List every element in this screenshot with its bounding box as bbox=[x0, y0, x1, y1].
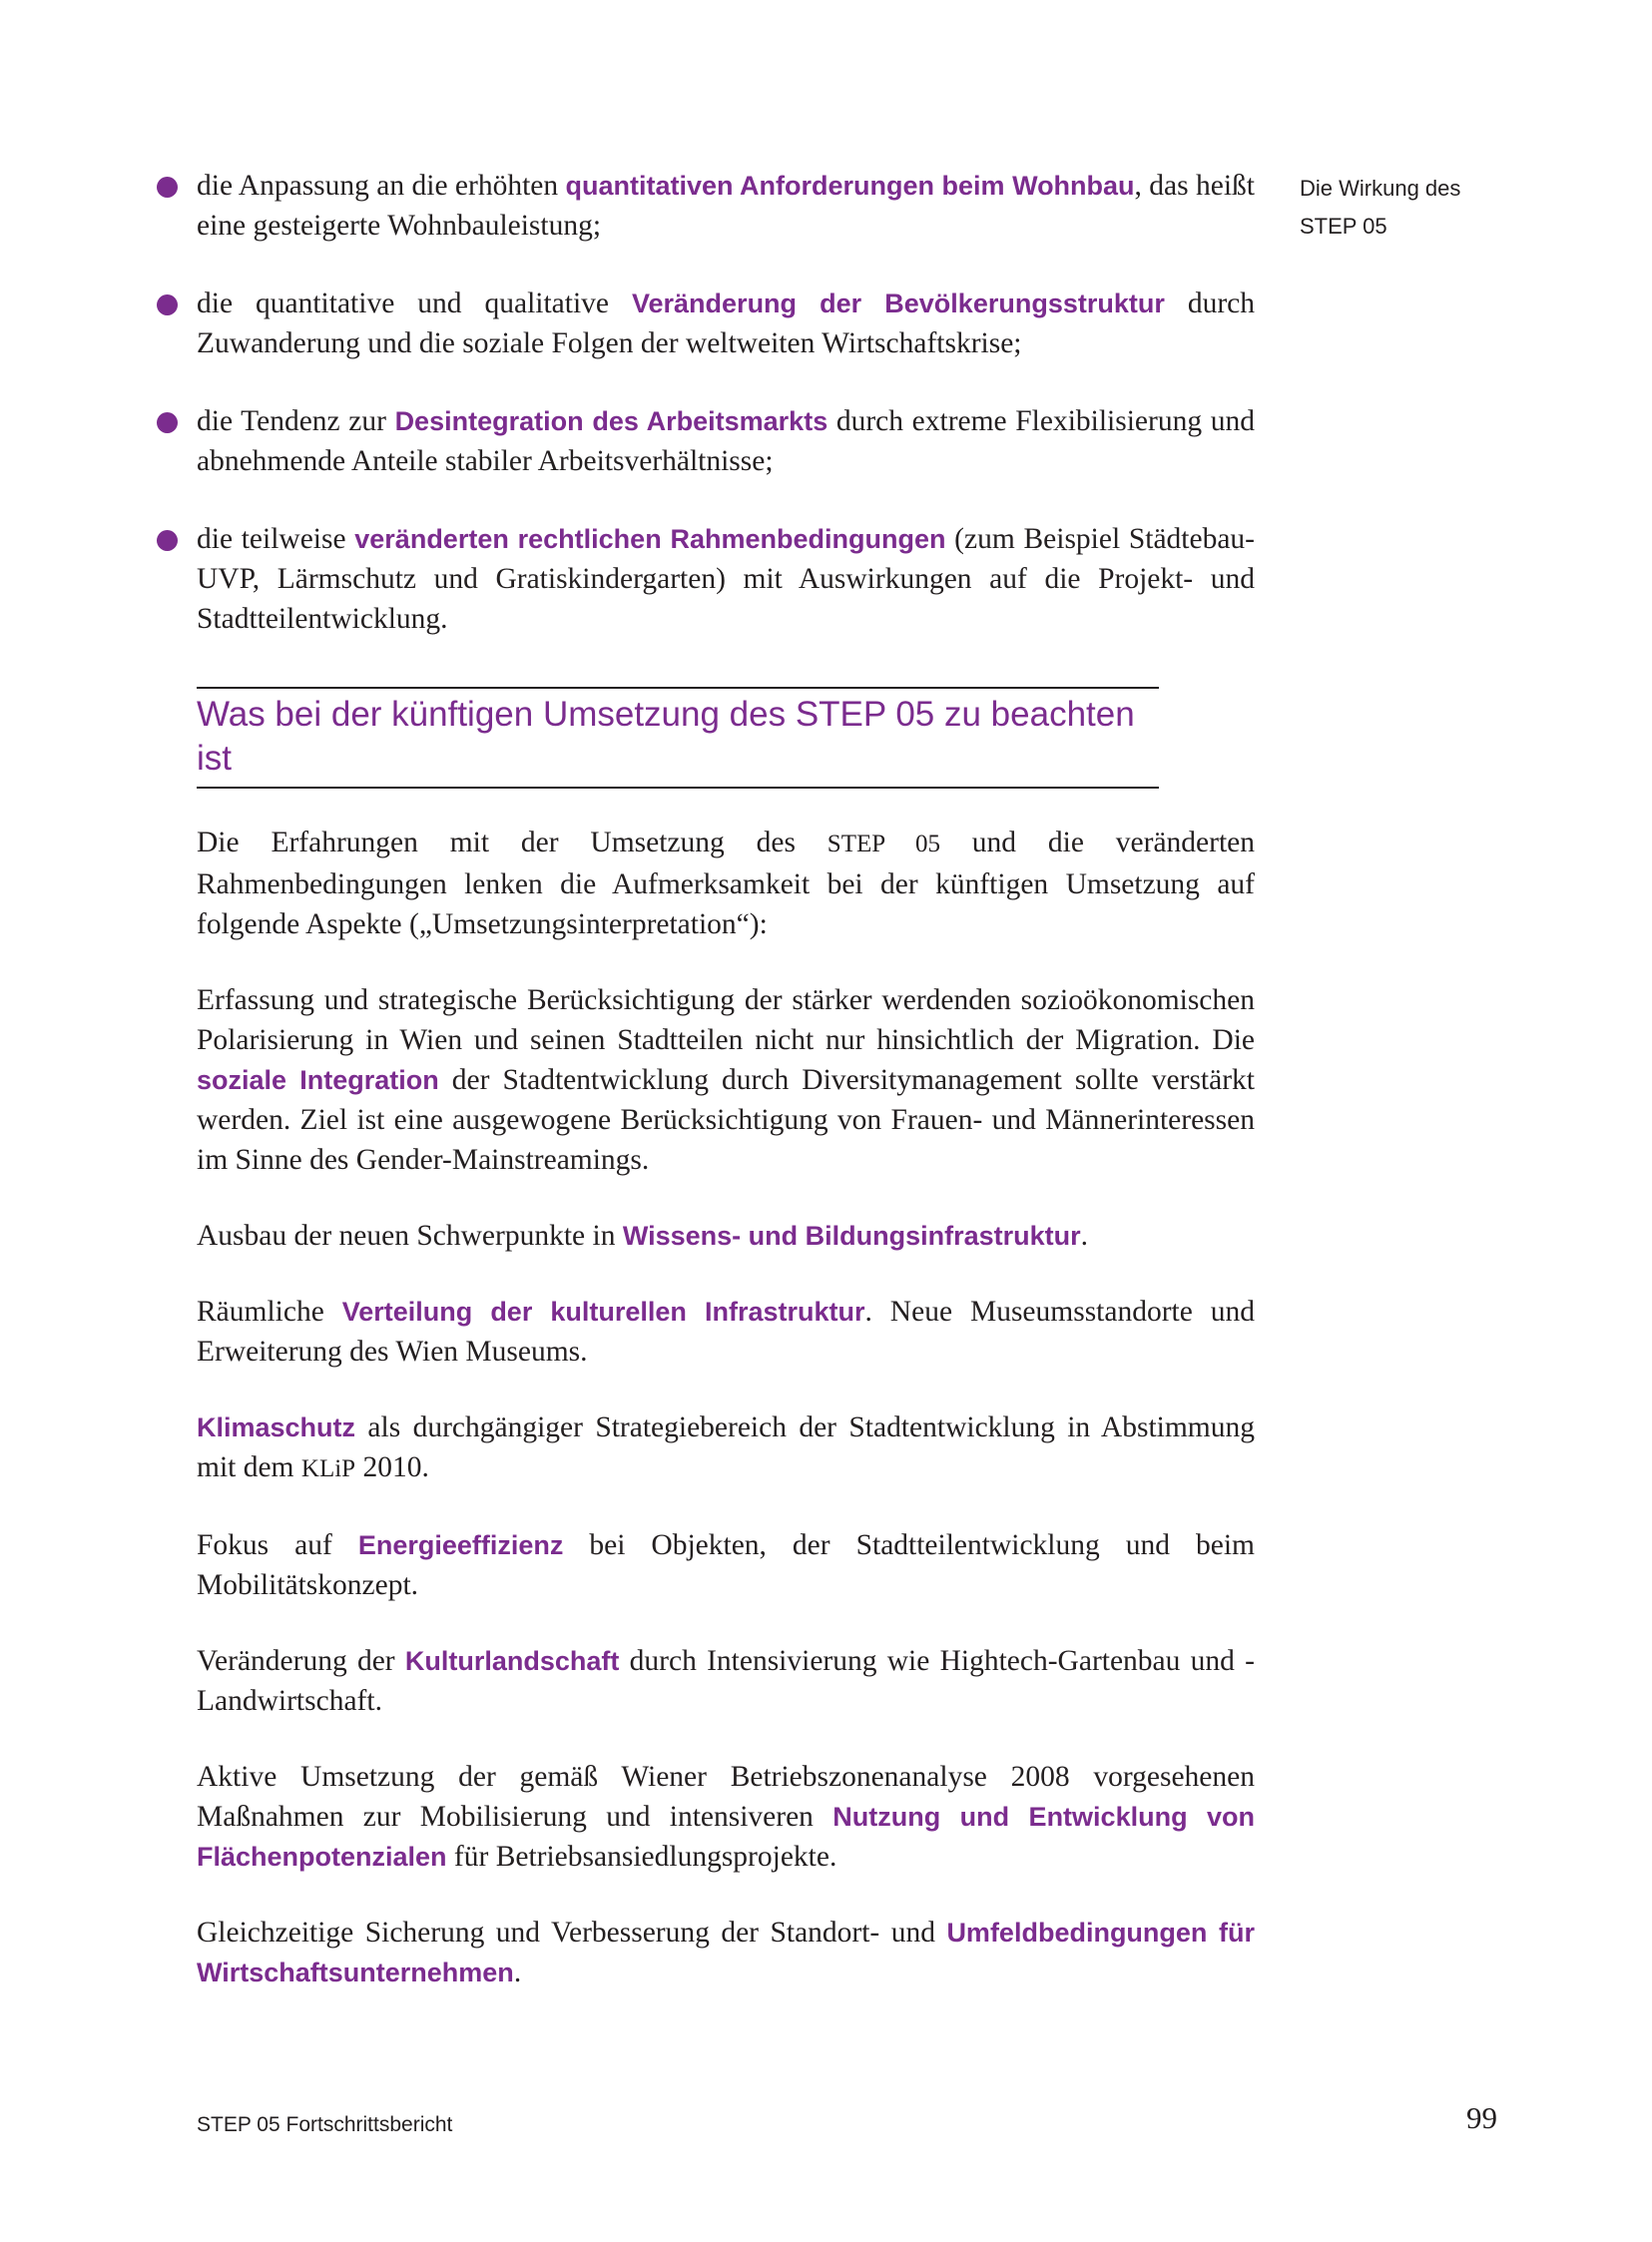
paragraph-social-integration bbox=[197, 980, 1255, 1180]
footer-title: STEP 05 Fortschrittsbericht bbox=[197, 2113, 453, 2136]
abbreviation: STEP 05 bbox=[826, 831, 940, 857]
paragraph-business-conditions bbox=[197, 1913, 1255, 1992]
bullet-text: die Tendenz zur bbox=[197, 405, 395, 437]
paragraph-text: Die Erfahrungen mit der Umsetzung des bbox=[197, 827, 827, 858]
section-heading-box bbox=[197, 687, 1159, 789]
highlight: Desintegration des Arbeitsmarkts bbox=[394, 406, 828, 436]
intro-paragraph bbox=[197, 823, 1255, 944]
bullet-text: , das heißt eine gesteigerte Wohnbauleistung; bbox=[197, 170, 1255, 242]
bullet-item bbox=[197, 283, 1255, 363]
paragraph-text: Aktive Umsetzung der gemäß Wiener Betriebszonenanalyse 2008 vorgesehenen Maßnahmen zur Mobilisierung und intensiveren bbox=[197, 1761, 1255, 1833]
paragraph-text: Fokus auf bbox=[197, 1529, 358, 1561]
bullet-dot-icon bbox=[157, 177, 178, 198]
paragraph-text: . bbox=[1080, 1220, 1088, 1252]
bullet-text: die teilweise bbox=[197, 523, 355, 555]
highlight: Verteilung der kulturellen Infrastruktur bbox=[341, 1297, 865, 1327]
paragraph-text: . Neue Museumsstandorte und Erweiterung des Wien Museums. bbox=[197, 1296, 1256, 1368]
highlight: Wissens- und Bildungsinfrastruktur bbox=[622, 1221, 1081, 1251]
paragraph-climate bbox=[197, 1407, 1255, 1489]
highlight: Umfeldbedingungen für Wirtschaftsunternehmen bbox=[197, 1918, 1255, 1987]
paragraph-text: durch Intensivierung wie Hightech-Gartenbau und -Landwirtschaft. bbox=[197, 1645, 1255, 1717]
highlight: Veränderung der Bevölkerungsstruktur bbox=[632, 288, 1165, 318]
paragraph-text: Veränderung der bbox=[197, 1645, 405, 1677]
highlight: veränderten rechtlichen Rahmenbedingungen bbox=[354, 524, 946, 554]
paragraph-energy bbox=[197, 1525, 1255, 1605]
paragraph-education bbox=[197, 1216, 1255, 1256]
paragraph-text: und die veränderten Rahmenbedingungen lenken die Aufmerksamkeit bei der künftigen Umsetzung auf folgende Aspekte („Umsetzungsinterpretation“): bbox=[197, 827, 1256, 940]
bullet-text: durch Zuwanderung und die soziale Folgen der weltweiten Wirtschaftskrise; bbox=[197, 287, 1256, 359]
highlight: Klimaschutz bbox=[197, 1412, 356, 1442]
paragraph-text: der Stadtentwicklung durch Diversitymanagement sollte verstärkt werden. Ziel ist eine ausgewogene Berücksichtigung von Frauen- und Männerinteressen im Sinne des Gender-Mainstreamings. bbox=[197, 1064, 1255, 1176]
margin-note-line-2: STEP 05 bbox=[1300, 214, 1387, 239]
margin-note bbox=[1300, 170, 1529, 246]
bullet-item bbox=[197, 519, 1255, 639]
section-heading: Was bei der künftigen Umsetzung des STEP 05 zu beachten ist bbox=[197, 695, 1135, 778]
paragraph-text: Räumliche bbox=[197, 1296, 342, 1328]
highlight: Energieeffizienz bbox=[357, 1530, 564, 1560]
bullet-list bbox=[197, 166, 1255, 639]
paragraph-landscape bbox=[197, 1641, 1255, 1721]
paragraph-text: . bbox=[513, 1957, 522, 1988]
bullet-text: die Anpassung an die erhöhten bbox=[197, 170, 566, 202]
abbreviation: KLiP bbox=[300, 1455, 356, 1482]
bullet-item bbox=[197, 166, 1255, 246]
highlight: quantitativen Anforderungen beim Wohnbau bbox=[565, 171, 1135, 201]
bullet-text: durch extreme Flexibilisierung und abnehmende Anteile stabiler Arbeitsverhältnisse; bbox=[197, 405, 1255, 477]
paragraph-culture bbox=[197, 1292, 1255, 1372]
main-content bbox=[197, 166, 1255, 1992]
bullet-dot-icon bbox=[157, 530, 178, 551]
margin-note-line-1: Die Wirkung des bbox=[1300, 176, 1461, 201]
bullet-text: (zum Beispiel Städtebau-UVP, Lärmschutz und Gratiskindergarten) mit Auswirkungen auf die Projekt- und Stadtteilentwicklung. bbox=[197, 523, 1255, 635]
bullet-dot-icon bbox=[157, 294, 178, 315]
paragraph-text: 2010. bbox=[355, 1451, 429, 1483]
bullet-text: die quantitative und qualitative bbox=[197, 287, 632, 319]
highlight: Nutzung und Entwicklung von Flächenpotenzialen bbox=[197, 1802, 1255, 1872]
bullet-dot-icon bbox=[157, 412, 178, 433]
highlight: Kulturlandschaft bbox=[404, 1646, 620, 1676]
paragraph-text: Erfassung und strategische Berücksichtigung der stärker werdenden sozioökonomischen Polarisierung in Wien und seinen Stadtteilen nicht nur hinsichtlich der Migration. Die bbox=[197, 984, 1255, 1056]
paragraph-text: für Betriebsansiedlungsprojekte. bbox=[446, 1841, 837, 1873]
paragraph-business-zones bbox=[197, 1757, 1255, 1877]
paragraph-text: Gleichzeitige Sicherung und Verbesserung der Standort- und bbox=[197, 1917, 947, 1949]
paragraph-text: bei Objekten, der Stadtteilentwicklung und beim Mobilitätskonzept. bbox=[197, 1529, 1255, 1601]
page-number: 99 bbox=[1466, 2100, 1497, 2135]
paragraph-text: Ausbau der neuen Schwerpunkte in bbox=[197, 1220, 623, 1252]
bullet-item bbox=[197, 401, 1255, 481]
highlight: soziale Integration bbox=[197, 1065, 439, 1095]
paragraph-text: als durchgängiger Strategiebereich der Stadtentwicklung in Abstimmung mit dem bbox=[197, 1411, 1255, 1483]
